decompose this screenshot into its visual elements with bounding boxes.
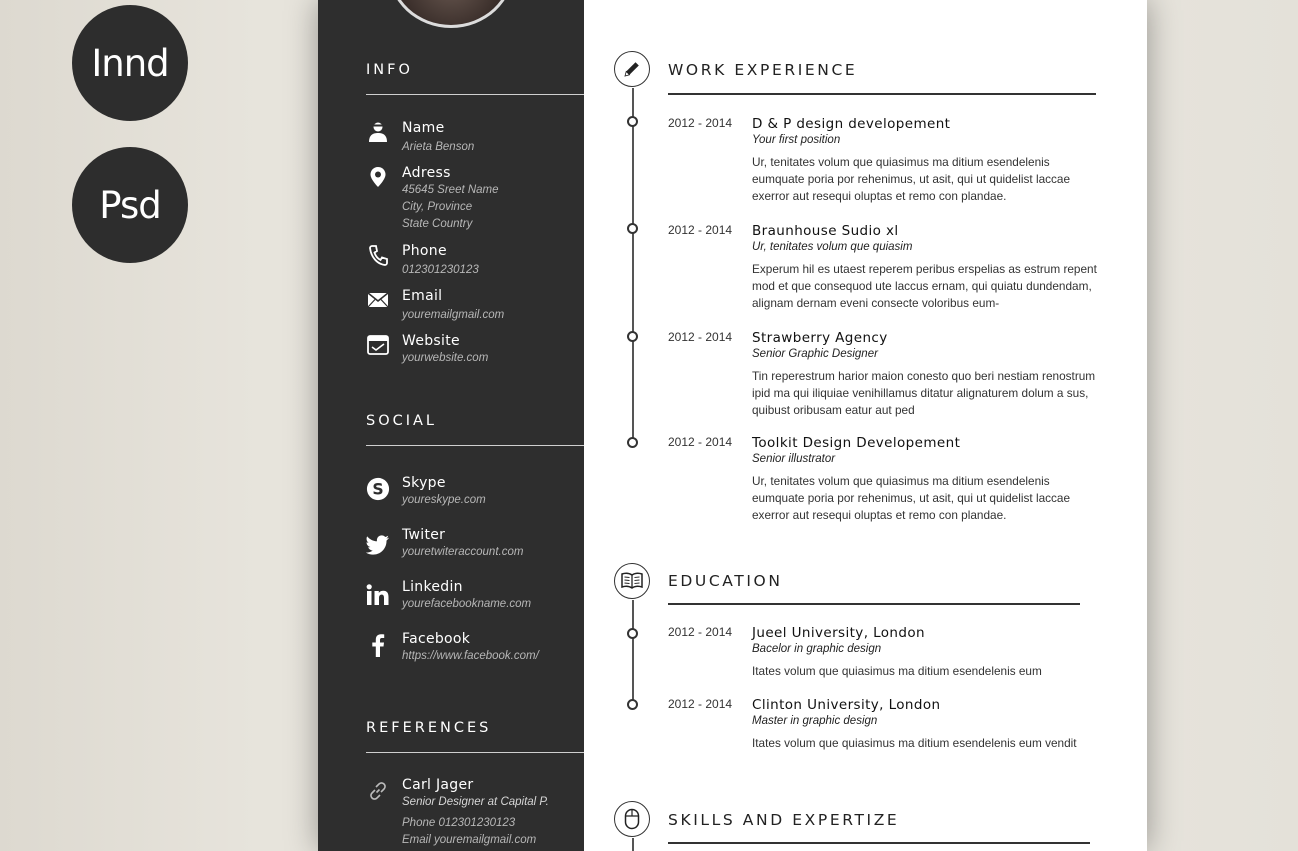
website-icon — [366, 333, 390, 357]
indesign-format-badge — [72, 5, 188, 121]
link-icon — [366, 779, 390, 803]
info-label: Phone — [402, 243, 447, 259]
info-divider — [366, 94, 584, 95]
timeline-dot — [627, 699, 638, 710]
entry-description: Ur, tenitates volum que quiasimus ma ditium esendelenis eumquate poria por rehenimus, ut asit, qui ut quidelist laccae exerror aut resequi oluptas et remo con plandae. — [752, 474, 1071, 522]
info-value: Arieta Benson — [402, 141, 475, 153]
info-heading: INFO — [366, 62, 413, 78]
entry-school: Clinton University, London — [752, 697, 941, 713]
entry-years: 2012 - 2014 — [668, 223, 733, 237]
info-label: Email — [402, 288, 443, 304]
reference-title: Senior Designer at Capital P. — [402, 796, 549, 808]
entry-company: D & P design developement — [752, 116, 951, 132]
linkedin-icon — [366, 583, 390, 607]
social-value: youretwiteraccount.com — [402, 546, 524, 558]
resume-sidebar — [318, 0, 584, 851]
education-divider — [668, 603, 1080, 605]
svg-text:S: S — [372, 479, 384, 499]
entry-position: Senior illustrator — [752, 453, 836, 465]
info-label: Adress — [402, 165, 451, 181]
reference-phone: Phone 012301230123 — [402, 817, 516, 829]
badge-label: Innd — [91, 41, 169, 85]
timeline-dot — [627, 223, 638, 234]
photoshop-format-badge — [72, 147, 188, 263]
reference-email: Email youremailgmail.com — [402, 834, 537, 846]
social-label: Facebook — [402, 631, 471, 647]
profile-photo — [388, 0, 514, 28]
entry-years: 2012 - 2014 — [668, 435, 733, 449]
entry-description: Ur, tenitates volum que quiasimus ma ditium esendelenis eumquate poria por rehenimus, ut asit, qui ut quidelist laccae exerror aut resequi oluptas et remo con plandae. — [752, 155, 1071, 203]
envelope-icon — [366, 288, 390, 312]
references-heading: REFERENCES — [366, 720, 492, 736]
social-label: Twiter — [402, 527, 446, 543]
info-value: youremailgmail.com — [402, 309, 505, 321]
pencil-icon — [614, 51, 650, 87]
timeline-dot — [627, 331, 638, 342]
entry-description: Itates volum que quiasimus ma ditium esendelenis eum — [752, 664, 1042, 678]
entry-description: Tin reperestrum harior maion conesto quo beri nestiam renostrum ipid ma qui iliquiae venihillamus ditatur alignaturem dolum a sus, quibust oribusam eatur aut ped — [752, 369, 1096, 417]
timeline-dot — [627, 628, 638, 639]
open-book-icon — [614, 563, 650, 599]
references-divider — [366, 752, 584, 753]
social-value: https://www.facebook.com/ — [402, 650, 539, 662]
entry-company: Toolkit Design Developement — [752, 435, 961, 451]
entry-company: Braunhouse Sudio xl — [752, 223, 899, 239]
entry-position: Your first position — [752, 134, 841, 146]
entry-degree: Master in graphic design — [752, 715, 878, 727]
entry-company: Strawberry Agency — [752, 330, 888, 346]
badge-label: Psd — [99, 183, 161, 227]
mouse-icon — [614, 801, 650, 837]
work-experience-divider — [668, 93, 1096, 95]
social-label: Linkedin — [402, 579, 463, 595]
reference-name: Carl Jager — [402, 777, 474, 793]
info-label: Name — [402, 120, 445, 136]
skills-title: SKILLS AND EXPERTIZE — [668, 811, 900, 829]
entry-degree: Bacelor in graphic design — [752, 643, 882, 655]
timeline-dot — [627, 116, 638, 127]
entry-description: Experum hil es utaest reperem peribus erspelias as estrum repent mod et que consequod ute laccus ernam, qui quiatu dundendam, alignam dernam eveni consecte voloribus eum- — [752, 262, 1097, 310]
work-experience-title: WORK EXPERIENCE — [668, 61, 858, 79]
entry-years: 2012 - 2014 — [668, 697, 733, 711]
social-divider — [366, 445, 584, 446]
entry-position: Senior Graphic Designer — [752, 348, 878, 360]
info-value: 012301230123 — [402, 264, 479, 276]
twitter-icon — [366, 533, 390, 557]
info-value: yourwebsite.com — [402, 352, 489, 364]
timeline-dot — [627, 437, 638, 448]
social-value: yourefacebookname.com — [402, 598, 532, 610]
entry-years: 2012 - 2014 — [668, 625, 733, 639]
map-pin-icon — [366, 165, 390, 189]
entry-description: Itates volum que quiasimus ma ditium esendelenis eum vendit — [752, 736, 1077, 750]
phone-icon — [366, 243, 390, 267]
social-label: Skype — [402, 475, 446, 491]
skype-icon — [366, 477, 390, 501]
education-timeline-line — [632, 600, 634, 704]
facebook-icon — [366, 633, 390, 657]
education-title: EDUCATION — [668, 572, 783, 590]
work-timeline-line — [632, 88, 634, 442]
skills-timeline-line — [632, 838, 634, 851]
social-value: youreskype.com — [402, 494, 486, 506]
entry-position: Ur, tenitates volum que quiasim — [752, 241, 913, 253]
skills-divider — [668, 842, 1090, 844]
user-icon — [366, 120, 390, 144]
entry-years: 2012 - 2014 — [668, 116, 733, 130]
resume-page — [318, 0, 1147, 851]
resume-main-content — [584, 0, 1147, 851]
entry-years: 2012 - 2014 — [668, 330, 733, 344]
entry-school: Jueel University, London — [752, 625, 925, 641]
info-value: 45645 Sreet Name City, Province State Country — [402, 184, 499, 230]
social-heading: SOCIAL — [366, 413, 438, 429]
info-label: Website — [402, 333, 460, 349]
